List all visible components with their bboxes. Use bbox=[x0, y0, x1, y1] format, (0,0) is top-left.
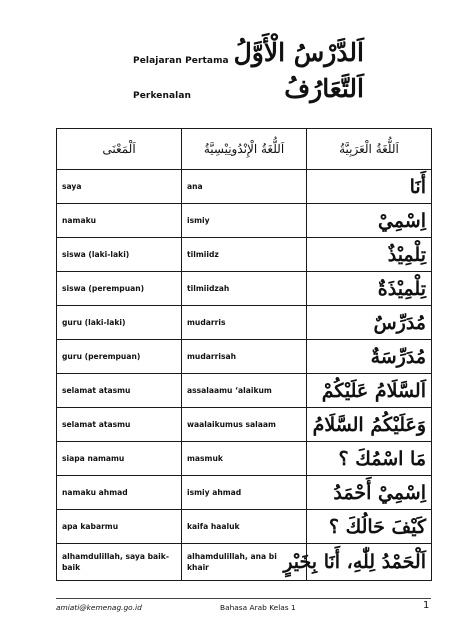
transliteration-cell: masmuk bbox=[182, 442, 307, 476]
topic-arabic-title: اَلتَّعَارُفُ bbox=[284, 74, 364, 103]
transliteration-cell: tilmiidzah bbox=[182, 272, 307, 306]
table-row bbox=[57, 340, 432, 374]
transliteration-cell: alhamdulillah, ana bi khair bbox=[182, 544, 307, 581]
arabic-cell: اَلسَّلَامُ عَلَيْكُمْ bbox=[307, 374, 432, 408]
transliteration-cell: mudarris bbox=[182, 306, 307, 340]
lesson-header bbox=[0, 0, 474, 120]
meaning-cell: selamat atasmu bbox=[57, 408, 182, 442]
table-row bbox=[57, 544, 432, 581]
table-row bbox=[57, 442, 432, 476]
arabic-cell: مَا اسْمُكَ ؟ bbox=[307, 442, 432, 476]
meaning-cell: guru (perempuan) bbox=[57, 340, 182, 374]
table-row bbox=[57, 306, 432, 340]
column-header-meaning: اَلْمَعْنَى bbox=[57, 129, 182, 170]
meaning-cell: selamat atasmu bbox=[57, 374, 182, 408]
table-row bbox=[57, 272, 432, 306]
table-row bbox=[57, 476, 432, 510]
meaning-cell: namaku ahmad bbox=[57, 476, 182, 510]
column-header-arabic: اَللُّغَةُ الْعَرَبِيَّةُ bbox=[307, 129, 432, 170]
column-header-indonesian: اَللُّغَةُ الْإِنْدُونِيْسِيَّةُ bbox=[182, 129, 307, 170]
meaning-cell: siswa (laki-laki) bbox=[57, 238, 182, 272]
footer-email: amiati@kemenag.go.id bbox=[56, 603, 142, 612]
page-footer bbox=[0, 598, 474, 618]
meaning-cell: saya bbox=[57, 170, 182, 204]
transliteration-cell: ismiy bbox=[182, 204, 307, 238]
lesson-arabic-title: اَلدَّرْسُ الْأَوَّلُ bbox=[233, 38, 364, 67]
footer-title: Bahasa Arab Kelas 1 bbox=[220, 603, 296, 612]
transliteration-cell: kaifa haaluk bbox=[182, 510, 307, 544]
meaning-cell: siapa namamu bbox=[57, 442, 182, 476]
meaning-cell: siswa (perempuan) bbox=[57, 272, 182, 306]
table-row bbox=[57, 170, 432, 204]
transliteration-cell: assalaamu ‘alaikum bbox=[182, 374, 307, 408]
arabic-cell: مُدَرِّسٌ bbox=[307, 306, 432, 340]
arabic-cell: وَعَلَيْكُمُ السَّلَامُ bbox=[307, 408, 432, 442]
lesson-label: Pelajaran Pertama bbox=[133, 56, 229, 66]
vocabulary-table bbox=[56, 128, 432, 581]
arabic-cell: تِلْمِيْذٌ bbox=[307, 238, 432, 272]
arabic-cell: اَلْحَمْدُ لِلّٰهِ، أَنَا بِخَيْرٍ bbox=[307, 544, 432, 581]
table-row bbox=[57, 510, 432, 544]
meaning-cell: namaku bbox=[57, 204, 182, 238]
arabic-cell: تِلْمِيْذَةٌ bbox=[307, 272, 432, 306]
meaning-cell: guru (laki-laki) bbox=[57, 306, 182, 340]
arabic-cell: اِسْمِيْ bbox=[307, 204, 432, 238]
transliteration-cell: ana bbox=[182, 170, 307, 204]
topic-label: Perkenalan bbox=[133, 91, 192, 101]
meaning-cell: alhamdulillah, saya baik-baik bbox=[57, 544, 182, 581]
transliteration-cell: tilmiidz bbox=[182, 238, 307, 272]
table-row bbox=[57, 204, 432, 238]
transliteration-cell: mudarrisah bbox=[182, 340, 307, 374]
page-number: 1 bbox=[423, 600, 430, 611]
arabic-cell: اِسْمِيْ أَحْمَدُ bbox=[307, 476, 432, 510]
table-row bbox=[57, 238, 432, 272]
arabic-cell: أَنَا bbox=[307, 170, 432, 204]
table-row bbox=[57, 408, 432, 442]
transliteration-cell: ismiy ahmad bbox=[182, 476, 307, 510]
transliteration-cell: waalaikumus salaam bbox=[182, 408, 307, 442]
arabic-cell: كَيْفَ حَالُكَ ؟ bbox=[307, 510, 432, 544]
meaning-cell: apa kabarmu bbox=[57, 510, 182, 544]
arabic-cell: مُدَرِّسَةٌ bbox=[307, 340, 432, 374]
footer-divider bbox=[56, 598, 431, 599]
table-row bbox=[57, 374, 432, 408]
vocabulary-table-body bbox=[57, 170, 432, 581]
table-header-row bbox=[57, 129, 432, 170]
